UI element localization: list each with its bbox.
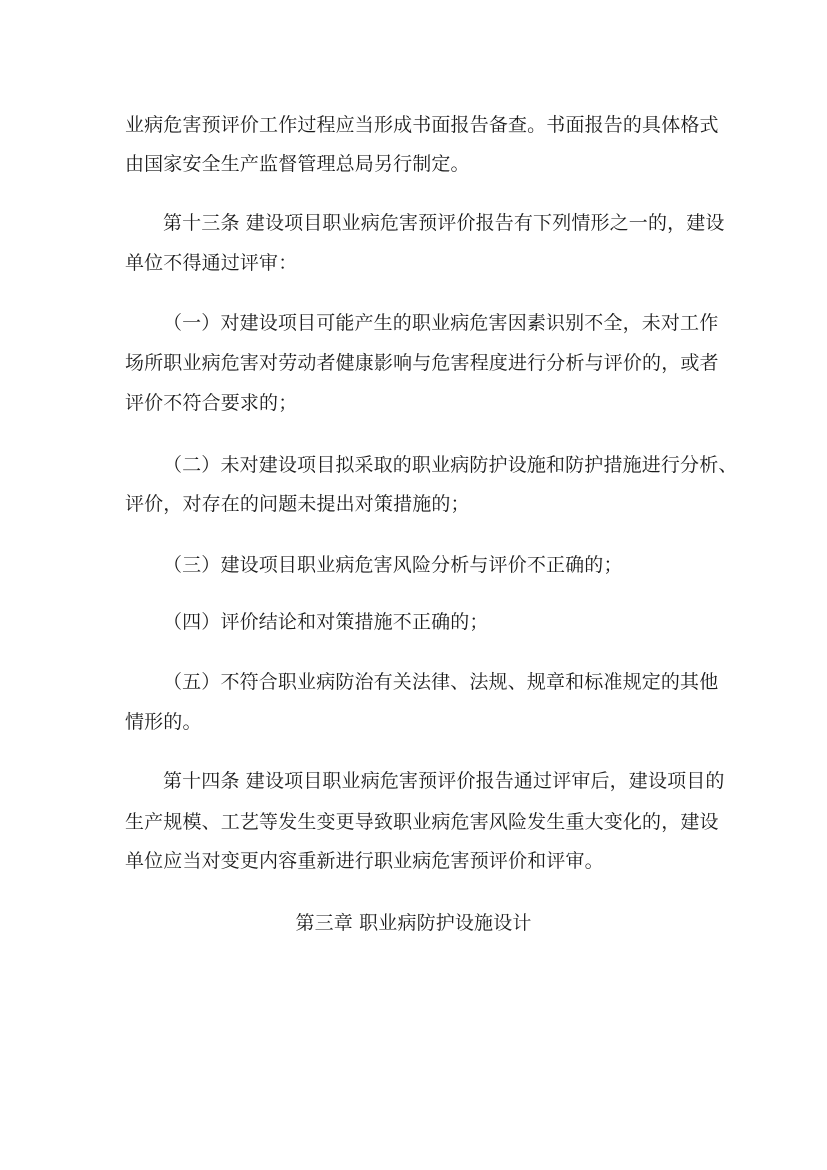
chapter-heading: 第三章 职业病防护设施设计 <box>295 912 532 934</box>
item-5-line-1: （五）不符合职业病防治有关法律、法规、规章和标准规定的其他 <box>163 671 719 693</box>
paragraph-line-1: 业病危害预评价工作过程应当形成书面报告备查。书面报告的具体格式 <box>125 114 719 136</box>
item-1-line-2: 场所职业病危害对劳动者健康影响与危害程度进行分析与评价的，或者 <box>125 352 719 374</box>
article-13-line-1: 第十三条 建设项目职业病危害预评价报告有下列情形之一的，建设 <box>163 212 725 234</box>
item-4-line: （四）评价结论和对策措施不正确的； <box>163 611 489 633</box>
item-2-line-1: （二）未对建设项目拟采取的职业病防护设施和防护措施进行分析、 <box>163 454 738 476</box>
item-1-line-1: （一）对建设项目可能产生的职业病危害因素识别不全，未对工作 <box>163 312 719 334</box>
article-14-line-3: 单位应当对变更内容重新进行职业病危害预评价和评审。 <box>125 850 604 872</box>
item-1-line-3: 评价不符合要求的； <box>125 392 298 414</box>
article-13-line-2: 单位不得通过评审： <box>125 252 298 274</box>
article-14-line-2: 生产规模、工艺等发生变更导致职业病危害风险发生重大变化的，建设 <box>125 811 719 833</box>
item-3-line: （三）建设项目职业病危害风险分析与评价不正确的； <box>163 554 623 576</box>
article-14-line-1: 第十四条 建设项目职业病危害预评价报告通过评审后，建设项目的 <box>163 770 725 792</box>
item-5-line-2: 情形的。 <box>125 711 202 733</box>
paragraph-line-2: 由国家安全生产监督管理总局另行制定。 <box>125 153 470 175</box>
item-2-line-2: 评价，对存在的问题未提出对策措施的； <box>125 493 470 515</box>
